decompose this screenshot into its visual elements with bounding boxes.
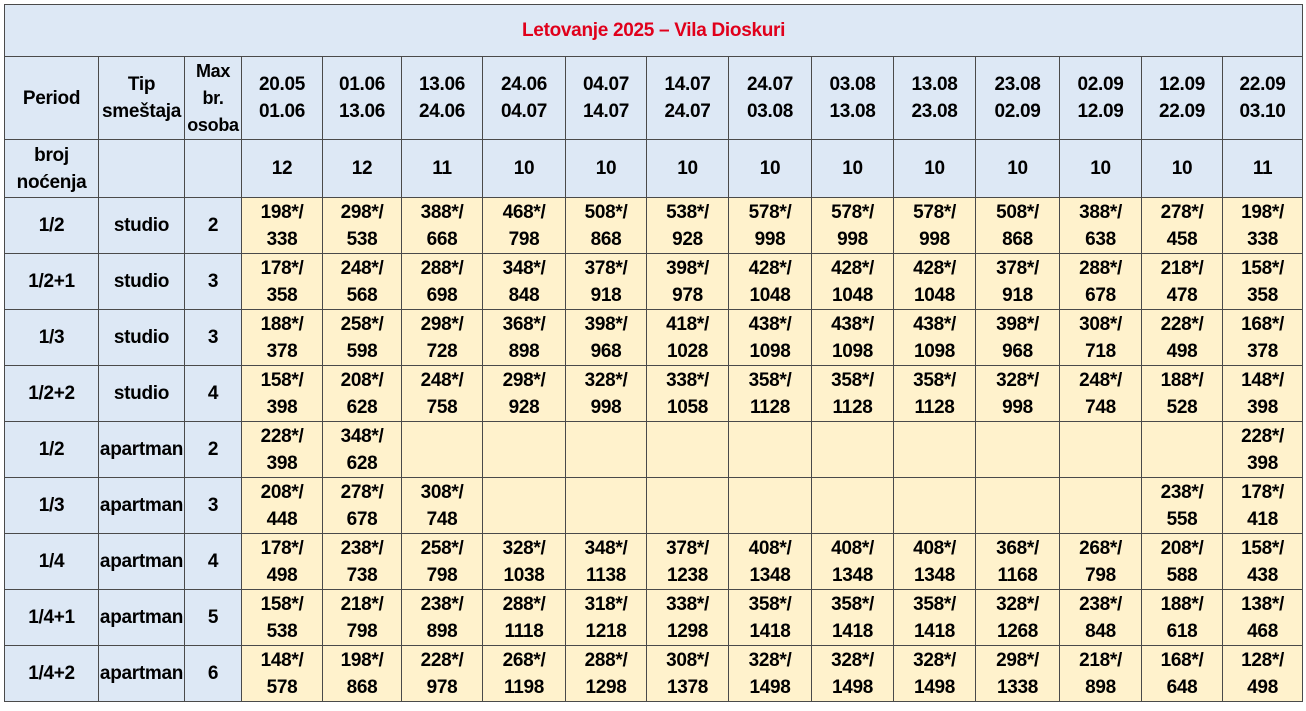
price-cell: 508*/ 868	[566, 198, 647, 254]
price-cell: 308*/ 718	[1060, 310, 1142, 366]
nights-count: 10	[976, 140, 1060, 198]
price-cell: 348*/ 848	[483, 254, 566, 310]
price-cell	[566, 422, 647, 478]
price-cell: 328*/ 1498	[729, 646, 812, 702]
row-accommodation-type: studio	[99, 254, 185, 310]
price-cell	[894, 478, 976, 534]
table-row	[5, 590, 1303, 646]
price-table	[4, 4, 1303, 702]
price-cell: 338*/ 1058	[647, 366, 729, 422]
nights-label: broj noćenja	[5, 140, 99, 198]
price-cell: 398*/ 968	[566, 310, 647, 366]
price-cell: 258*/ 798	[402, 534, 483, 590]
price-cell: 178*/ 418	[1223, 478, 1303, 534]
nights-count: 10	[483, 140, 566, 198]
price-cell: 378*/ 1238	[647, 534, 729, 590]
price-cell: 228*/ 398	[1223, 422, 1303, 478]
price-cell: 158*/ 538	[242, 590, 323, 646]
price-cell: 308*/ 1378	[647, 646, 729, 702]
nights-count: 10	[894, 140, 976, 198]
price-cell: 288*/ 1118	[483, 590, 566, 646]
row-period: 1/2+1	[5, 254, 99, 310]
price-cell: 208*/ 448	[242, 478, 323, 534]
header-date-range: 24.06 04.07	[483, 57, 566, 140]
price-cell: 218*/ 798	[323, 590, 402, 646]
price-cell: 178*/ 358	[242, 254, 323, 310]
price-cell: 348*/ 1138	[566, 534, 647, 590]
price-cell: 198*/ 868	[323, 646, 402, 702]
price-cell: 298*/ 1338	[976, 646, 1060, 702]
price-cell: 388*/ 638	[1060, 198, 1142, 254]
row-accommodation-type: apartman	[99, 534, 185, 590]
nights-count: 10	[1060, 140, 1142, 198]
price-cell: 358*/ 1418	[729, 590, 812, 646]
row-accommodation-type: apartman	[99, 590, 185, 646]
price-cell: 308*/ 748	[402, 478, 483, 534]
price-cell	[729, 422, 812, 478]
header-date-range: 04.07 14.07	[566, 57, 647, 140]
price-cell: 318*/ 1218	[566, 590, 647, 646]
row-accommodation-type: apartman	[99, 478, 185, 534]
price-cell	[402, 422, 483, 478]
row-max-persons: 4	[185, 534, 242, 590]
price-cell: 228*/ 498	[1142, 310, 1223, 366]
row-max-persons: 2	[185, 198, 242, 254]
row-accommodation-type: studio	[99, 366, 185, 422]
table-row	[5, 534, 1303, 590]
price-cell: 358*/ 1418	[894, 590, 976, 646]
header-date-range: 02.09 12.09	[1060, 57, 1142, 140]
header-date-range: 23.08 02.09	[976, 57, 1060, 140]
price-cell: 348*/ 628	[323, 422, 402, 478]
price-cell: 368*/ 898	[483, 310, 566, 366]
price-cell: 188*/ 378	[242, 310, 323, 366]
header-max-persons: Max br. osoba	[185, 57, 242, 140]
row-period: 1/2	[5, 198, 99, 254]
row-accommodation-type: studio	[99, 310, 185, 366]
price-cell: 238*/ 898	[402, 590, 483, 646]
price-cell	[483, 422, 566, 478]
price-cell: 388*/ 668	[402, 198, 483, 254]
price-cell: 248*/ 568	[323, 254, 402, 310]
price-cell	[894, 422, 976, 478]
price-cell: 278*/ 458	[1142, 198, 1223, 254]
header-date-range: 03.08 13.08	[812, 57, 894, 140]
nights-count: 12	[242, 140, 323, 198]
table-row	[5, 422, 1303, 478]
price-cell: 368*/ 1168	[976, 534, 1060, 590]
price-cell: 468*/ 798	[483, 198, 566, 254]
price-cell: 268*/ 798	[1060, 534, 1142, 590]
price-cell	[1060, 422, 1142, 478]
nights-count: 11	[1223, 140, 1303, 198]
price-cell: 578*/ 998	[812, 198, 894, 254]
price-cell	[566, 478, 647, 534]
price-cell: 578*/ 998	[894, 198, 976, 254]
price-cell	[647, 478, 729, 534]
price-cell: 328*/ 1268	[976, 590, 1060, 646]
price-cell: 358*/ 1128	[729, 366, 812, 422]
price-cell: 438*/ 1098	[812, 310, 894, 366]
row-period: 1/2	[5, 422, 99, 478]
price-cell: 298*/ 928	[483, 366, 566, 422]
header-accommodation-type: Tip smeštaja	[99, 57, 185, 140]
header-date-range: 12.09 22.09	[1142, 57, 1223, 140]
price-cell: 228*/ 398	[242, 422, 323, 478]
price-cell: 188*/ 528	[1142, 366, 1223, 422]
price-cell	[1060, 478, 1142, 534]
row-period: 1/4+2	[5, 646, 99, 702]
price-cell: 198*/ 338	[242, 198, 323, 254]
price-cell: 208*/ 588	[1142, 534, 1223, 590]
price-cell	[1142, 422, 1223, 478]
row-max-persons: 3	[185, 254, 242, 310]
price-cell: 158*/ 438	[1223, 534, 1303, 590]
price-cell: 358*/ 1128	[894, 366, 976, 422]
price-cell: 218*/ 478	[1142, 254, 1223, 310]
header-date-range: 24.07 03.08	[729, 57, 812, 140]
header-date-range: 22.09 03.10	[1223, 57, 1303, 140]
price-cell: 168*/ 378	[1223, 310, 1303, 366]
price-table-container	[4, 4, 1303, 702]
price-cell	[976, 422, 1060, 478]
row-accommodation-type: apartman	[99, 422, 185, 478]
nights-count: 10	[647, 140, 729, 198]
table-row	[5, 254, 1303, 310]
nights-count: 12	[323, 140, 402, 198]
price-cell: 398*/ 968	[976, 310, 1060, 366]
price-cell: 328*/ 998	[566, 366, 647, 422]
row-max-persons: 3	[185, 478, 242, 534]
table-title: Letovanje 2025 – Vila Dioskuri	[5, 5, 1303, 57]
price-cell: 188*/ 618	[1142, 590, 1223, 646]
price-cell: 508*/ 868	[976, 198, 1060, 254]
price-cell: 378*/ 918	[566, 254, 647, 310]
row-period: 1/4+1	[5, 590, 99, 646]
price-cell: 298*/ 538	[323, 198, 402, 254]
price-cell	[483, 478, 566, 534]
nights-count: 10	[1142, 140, 1223, 198]
price-cell: 178*/ 498	[242, 534, 323, 590]
price-cell: 328*/ 998	[976, 366, 1060, 422]
price-cell: 198*/ 338	[1223, 198, 1303, 254]
row-accommodation-type: studio	[99, 198, 185, 254]
price-cell: 238*/ 738	[323, 534, 402, 590]
header-date-range: 14.07 24.07	[647, 57, 729, 140]
price-cell: 258*/ 598	[323, 310, 402, 366]
nights-count: 10	[812, 140, 894, 198]
row-period: 1/3	[5, 310, 99, 366]
table-row	[5, 646, 1303, 702]
table-row	[5, 310, 1303, 366]
price-cell: 328*/ 1498	[812, 646, 894, 702]
nights-row	[5, 140, 1303, 198]
price-cell: 248*/ 748	[1060, 366, 1142, 422]
row-max-persons: 5	[185, 590, 242, 646]
price-cell: 408*/ 1348	[894, 534, 976, 590]
row-period: 1/2+2	[5, 366, 99, 422]
price-cell: 158*/ 398	[242, 366, 323, 422]
price-cell: 438*/ 1098	[729, 310, 812, 366]
row-accommodation-type: apartman	[99, 646, 185, 702]
nights-count: 11	[402, 140, 483, 198]
row-period: 1/3	[5, 478, 99, 534]
price-cell: 328*/ 1498	[894, 646, 976, 702]
row-max-persons: 4	[185, 366, 242, 422]
price-cell: 288*/ 1298	[566, 646, 647, 702]
nights-empty-cell	[99, 140, 185, 198]
price-cell: 538*/ 928	[647, 198, 729, 254]
price-cell: 428*/ 1048	[894, 254, 976, 310]
price-cell: 158*/ 358	[1223, 254, 1303, 310]
price-cell: 288*/ 678	[1060, 254, 1142, 310]
price-cell: 378*/ 918	[976, 254, 1060, 310]
header-date-range: 13.06 24.06	[402, 57, 483, 140]
price-cell: 288*/ 698	[402, 254, 483, 310]
price-cell: 418*/ 1028	[647, 310, 729, 366]
price-cell: 338*/ 1298	[647, 590, 729, 646]
price-cell: 298*/ 728	[402, 310, 483, 366]
price-cell: 358*/ 1128	[812, 366, 894, 422]
price-cell: 208*/ 628	[323, 366, 402, 422]
table-row	[5, 366, 1303, 422]
price-cell: 408*/ 1348	[729, 534, 812, 590]
price-cell: 238*/ 848	[1060, 590, 1142, 646]
price-cell: 358*/ 1418	[812, 590, 894, 646]
row-max-persons: 3	[185, 310, 242, 366]
header-period: Period	[5, 57, 99, 140]
row-max-persons: 2	[185, 422, 242, 478]
price-cell: 428*/ 1048	[729, 254, 812, 310]
header-date-range: 01.06 13.06	[323, 57, 402, 140]
header-date-range: 20.05 01.06	[242, 57, 323, 140]
header-row	[5, 57, 1303, 140]
row-period: 1/4	[5, 534, 99, 590]
price-cell: 428*/ 1048	[812, 254, 894, 310]
price-cell	[976, 478, 1060, 534]
table-row	[5, 478, 1303, 534]
price-cell: 268*/ 1198	[483, 646, 566, 702]
price-cell: 398*/ 978	[647, 254, 729, 310]
price-cell: 138*/ 468	[1223, 590, 1303, 646]
price-cell: 328*/ 1038	[483, 534, 566, 590]
price-cell: 238*/ 558	[1142, 478, 1223, 534]
header-date-range: 13.08 23.08	[894, 57, 976, 140]
price-cell: 128*/ 498	[1223, 646, 1303, 702]
table-row	[5, 198, 1303, 254]
price-cell: 578*/ 998	[729, 198, 812, 254]
price-cell	[729, 478, 812, 534]
price-cell: 148*/ 578	[242, 646, 323, 702]
nights-empty-cell	[185, 140, 242, 198]
price-cell	[647, 422, 729, 478]
nights-count: 10	[566, 140, 647, 198]
price-cell	[812, 478, 894, 534]
nights-count: 10	[729, 140, 812, 198]
price-cell	[812, 422, 894, 478]
price-cell: 218*/ 898	[1060, 646, 1142, 702]
price-cell: 168*/ 648	[1142, 646, 1223, 702]
row-max-persons: 6	[185, 646, 242, 702]
price-cell: 228*/ 978	[402, 646, 483, 702]
price-cell: 148*/ 398	[1223, 366, 1303, 422]
price-cell: 248*/ 758	[402, 366, 483, 422]
price-cell: 438*/ 1098	[894, 310, 976, 366]
price-cell: 278*/ 678	[323, 478, 402, 534]
price-cell: 408*/ 1348	[812, 534, 894, 590]
